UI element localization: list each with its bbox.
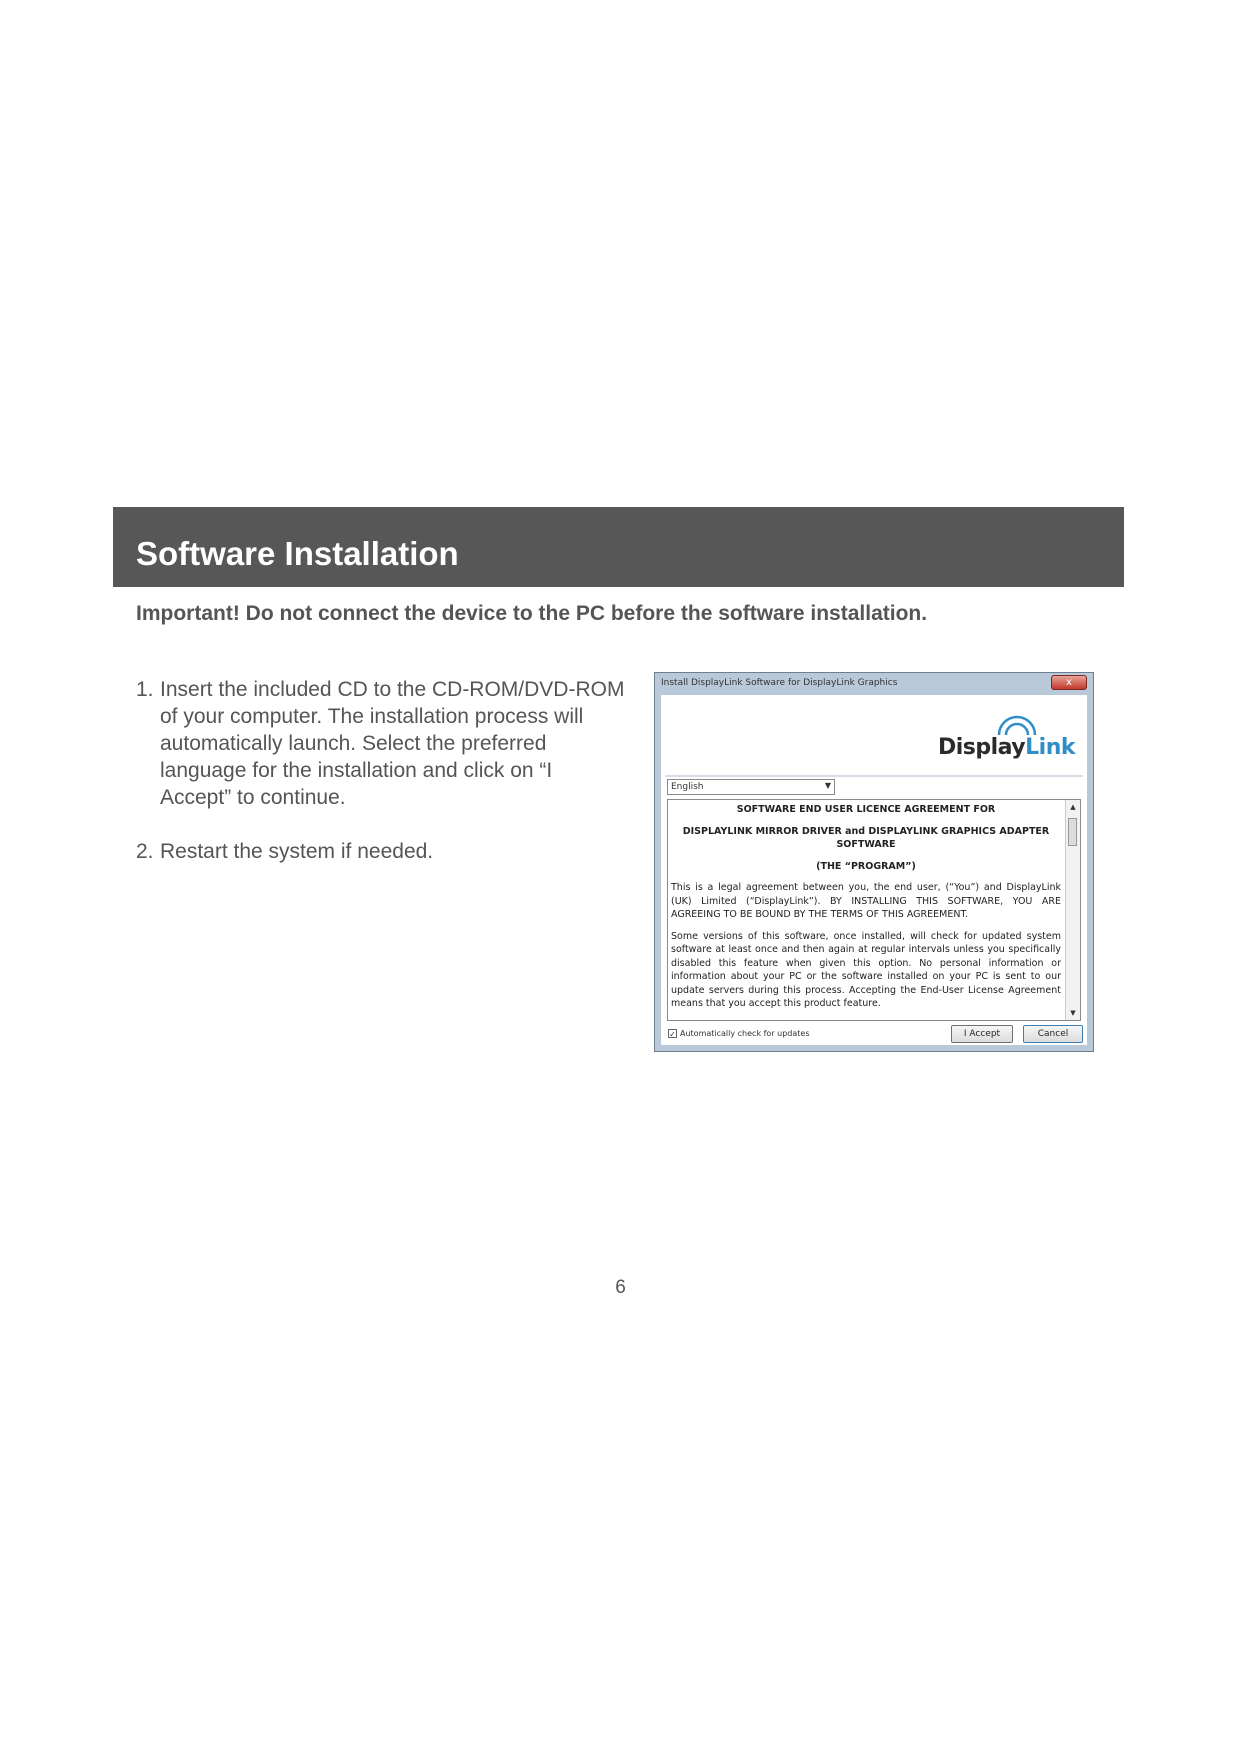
eula-paragraph: This is a legal agreement between you, the end user, (“You”) and DisplayLink (UK) Limited (“DisplayLink”). BY INSTALLING THIS SOFTWARE, YOU ARE AGREEING TO BE BOUND BY THE TERMS OF THIS AGREEMENT.	[671, 882, 1061, 920]
displaylink-logo	[935, 715, 1075, 765]
eula-heading: SOFTWARE END USER LICENCE AGREEMENT FOR	[736, 804, 996, 815]
cancel-button[interactable]: Cancel	[1023, 1025, 1083, 1043]
step-number: 2.	[136, 840, 154, 863]
section-banner	[113, 507, 1124, 587]
language-select[interactable]	[667, 779, 835, 795]
eula-textbox[interactable]	[667, 799, 1081, 1021]
step-1	[136, 676, 626, 811]
installer-dialog-screenshot	[654, 672, 1094, 1052]
header-divider	[665, 775, 1083, 777]
scroll-down-icon[interactable]: ▼	[1070, 1009, 1076, 1017]
auto-update-checkbox[interactable]	[668, 1029, 810, 1038]
chevron-down-icon: ▼	[824, 781, 831, 790]
step-2	[136, 838, 626, 865]
logo-display: Display	[937, 735, 1026, 760]
checkmark-icon[interactable]: ✓	[669, 1030, 676, 1039]
logo-link: Link	[1025, 735, 1075, 760]
eula-heading: DISPLAYLINK MIRROR DRIVER and DISPLAYLINK GRAPHICS ADAPTER SOFTWARE	[682, 825, 1050, 850]
dialog-client-area	[661, 695, 1087, 1045]
eula-scrollbar[interactable]	[1065, 800, 1080, 1020]
signal-arc-icon	[995, 715, 1039, 737]
accept-button[interactable]: I Accept	[951, 1025, 1013, 1043]
section-title: Software Installation	[136, 535, 459, 572]
page-number: 6	[615, 1277, 626, 1298]
close-button[interactable]: x	[1051, 675, 1087, 690]
step-text: Restart the system if needed.	[160, 840, 434, 863]
dialog-title: Install DisplayLink Software for DisplayLink Graphics	[661, 678, 898, 688]
scroll-up-icon[interactable]: ▲	[1070, 803, 1076, 811]
eula-content	[671, 803, 1061, 1019]
dialog-titlebar	[655, 673, 1093, 695]
step-text: Insert the included CD to the CD-ROM/DVD-ROM of your computer. The installation process will automatically launch. Select the preferred language for the installation and click on “I Accept” to continue.	[160, 678, 625, 809]
step-number: 1.	[136, 678, 154, 701]
language-value: English	[671, 782, 704, 792]
scroll-thumb[interactable]	[1068, 818, 1077, 846]
important-notice: Important! Do not connect the device to the PC before the software installation.	[136, 602, 928, 625]
installation-steps	[136, 676, 626, 892]
eula-paragraph: Some versions of this software, once installed, will check for updated system software at least once and then again at regular intervals unless you specifically disabled this feature when given this option. No personal information or information about your PC or the software installed on your PC is sent to our update servers during this process. Accepting the End-User License Agreement means that you accept this product feature.	[671, 930, 1061, 1009]
eula-heading: (THE “PROGRAM”)	[816, 860, 916, 872]
auto-update-label: Automatically check for updates	[680, 1029, 810, 1038]
logo-wordmark	[938, 735, 1075, 760]
